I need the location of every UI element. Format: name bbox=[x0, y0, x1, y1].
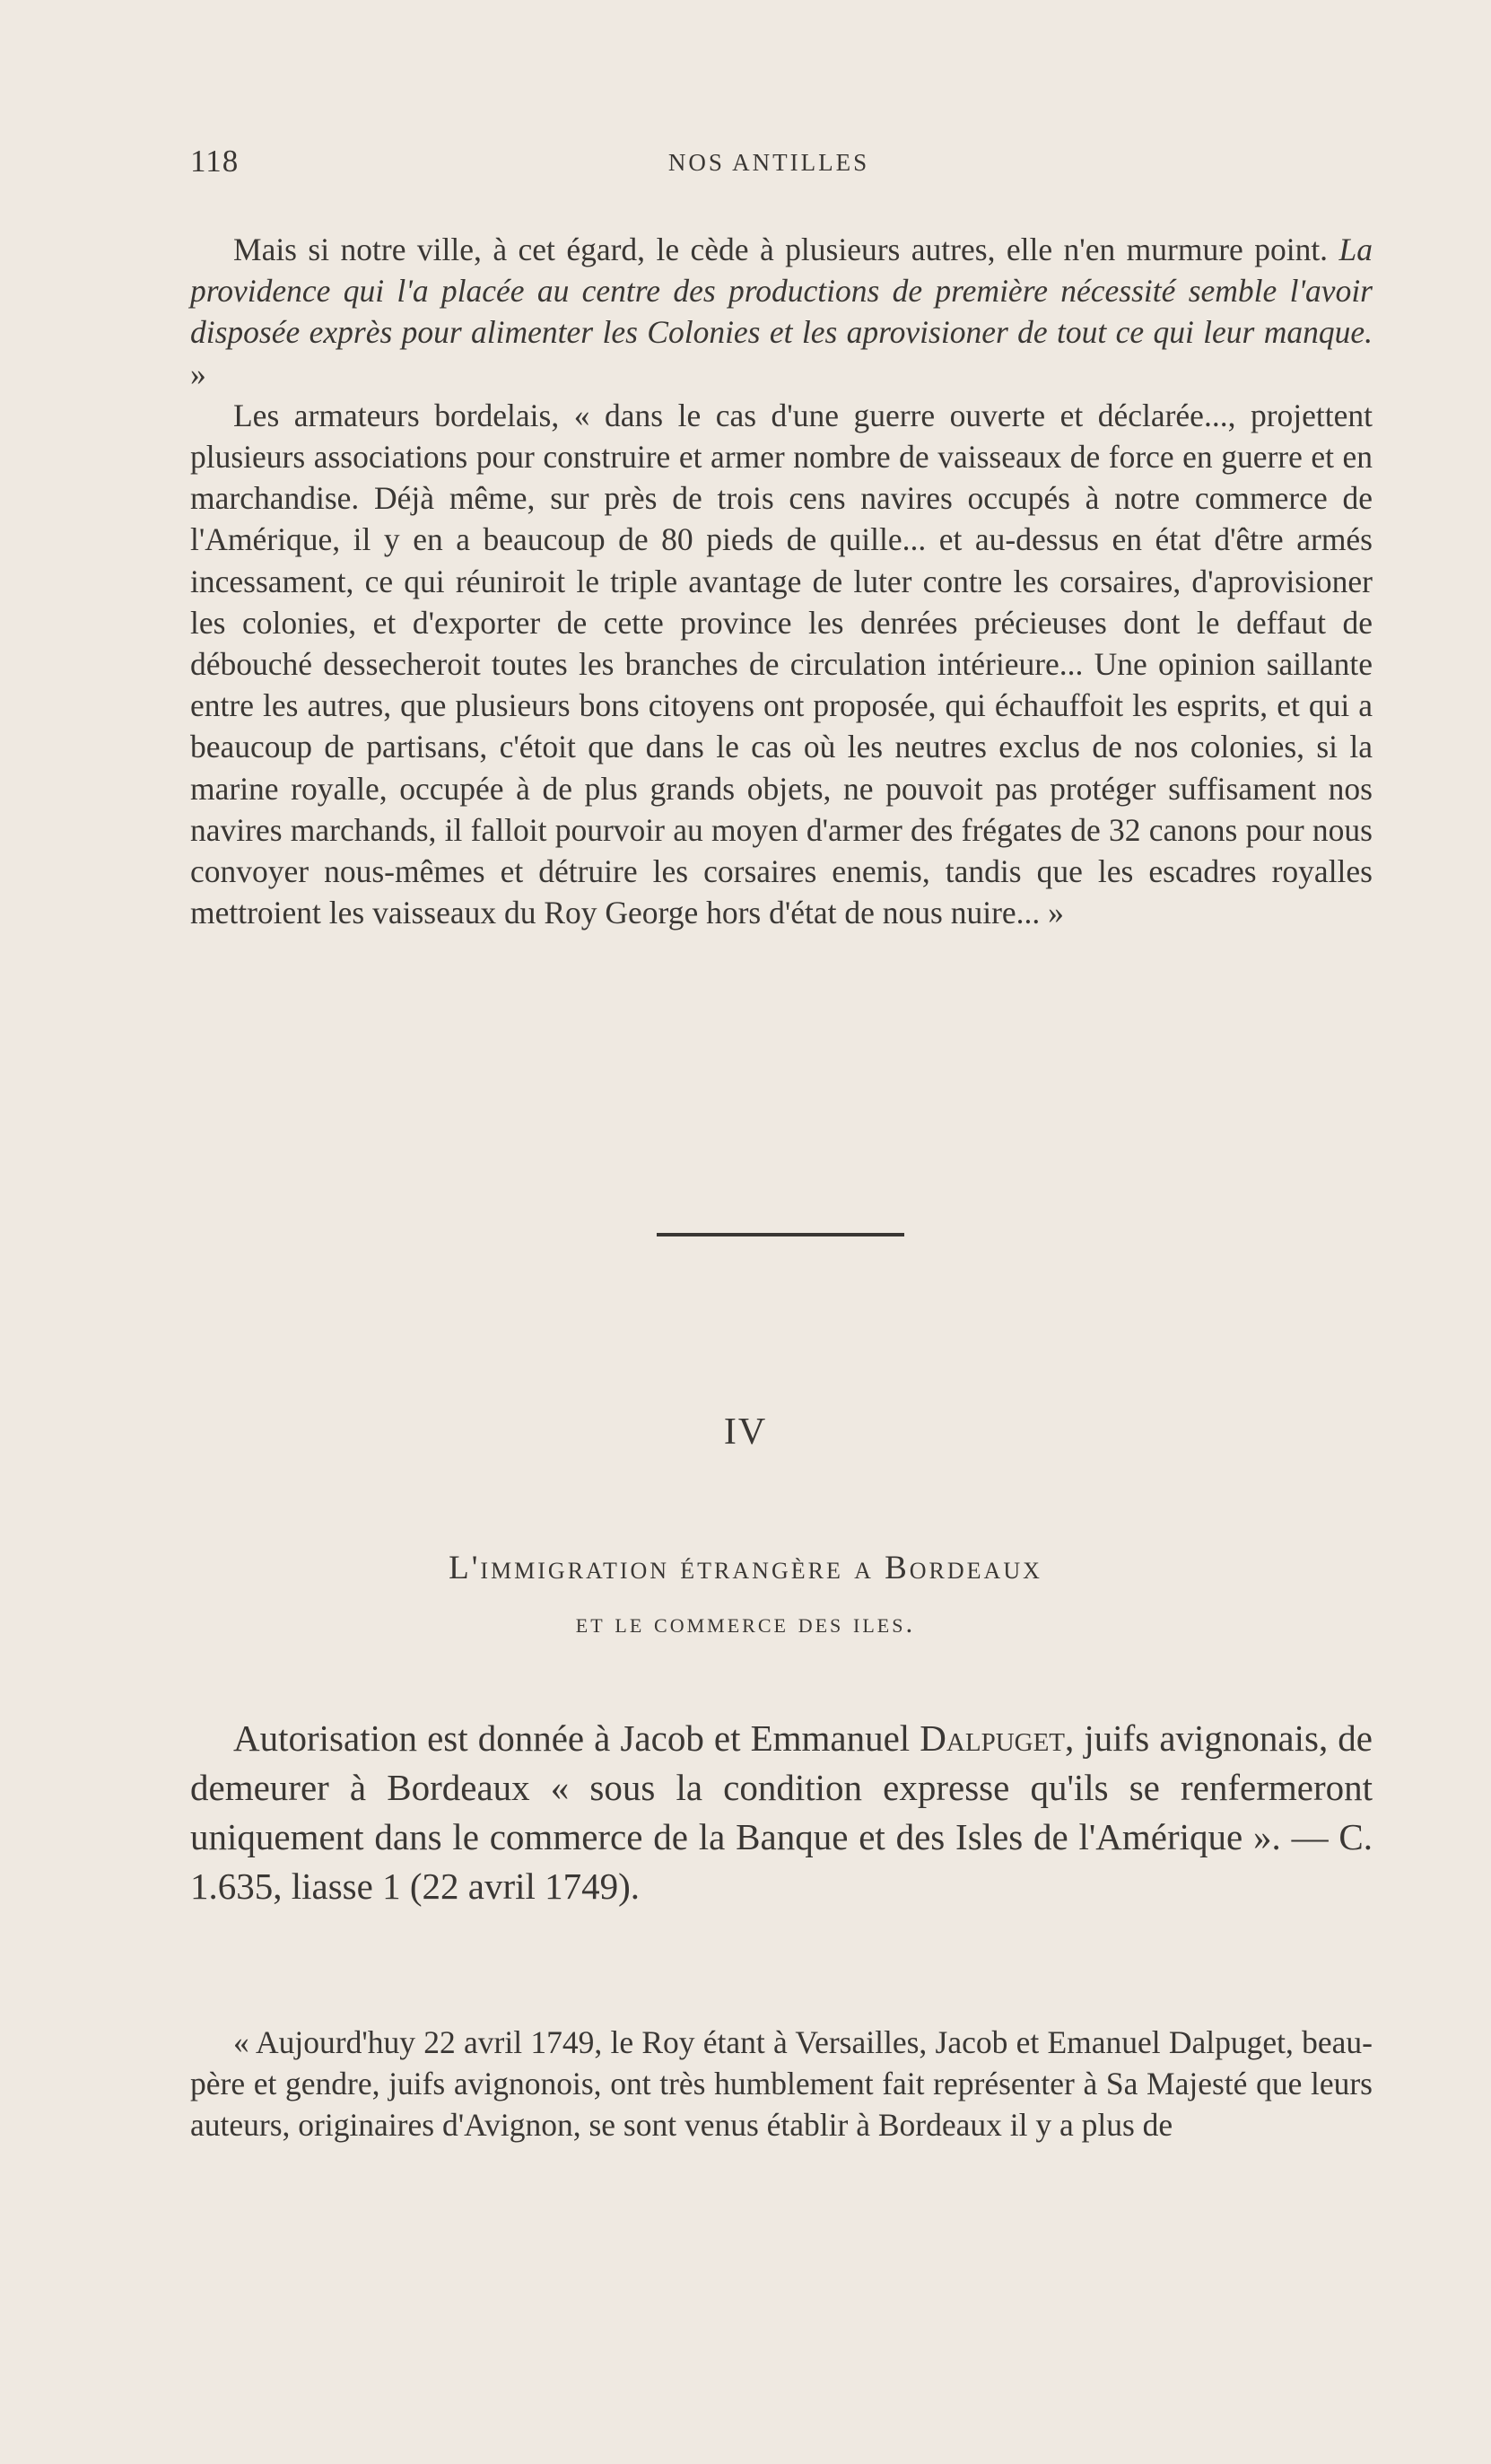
paragraph-providence-intro: Mais si notre ville, à cet égard, le cède à plusieurs autres, elle n'en murmure point. bbox=[233, 232, 1339, 267]
summary-part-1: Autorisation est donnée à Jacob et Emmanuel bbox=[233, 1717, 920, 1759]
summary-paragraph bbox=[190, 1714, 1373, 1911]
chapter-title-line-1: L'immigration étrangère a Bordeaux bbox=[449, 1550, 1042, 1586]
document-summary bbox=[190, 1714, 1373, 1911]
paragraph-providence-italic: La providence qui l'a placée au centre des productions de première nécessité semble l'avoir disposée exprès pour alimenter les Colonies et les aprovisioner de tout ce qui leur manque. bbox=[190, 232, 1373, 351]
page-number: 118 bbox=[190, 144, 240, 179]
document-text bbox=[190, 2022, 1373, 2145]
paragraph-armateurs: Les armateurs bordelais, « dans le cas d'une guerre ouverte et déclarée..., projettent plusieurs associations pour construire et armer nombre de vaisseaux de force en guerre et en marchandise. Déjà même, sur près de trois cens navires occupés à notre commerce de l'Amérique, il y en a beaucoup de 80 pieds de quille... et au-dessus en état d'être armés incessament, ce qui réuniroit le triple avantage de luter contre les corsaires, d'aprovisioner les colonies, et d'exporter de cette province les denrées précieuses dont le deffaut de débouché dessecheroit toutes les branches de circulation intérieure... Une opinion saillante entre les autres, que plusieurs bons citoyens ont proposée, qui échauffoit les esprits, et qui a beaucoup de partisans, c'étoit que dans le cas où les neutres exclus de nos colonies, si la marine royalle, occupée à de plus grands objets, ne pouvoit pas protéger suffisament nos navires marchands, il falloit pourvoir au moyen d'armer des frégates de 32 canons pour nous convoyer nous-mêmes et détruire les corsaires enemis, tandis que les escadres royalles mettroient les vaisseaux du Roy George hors d'état de nous nuire... » bbox=[190, 397, 1373, 931]
quoted-passage bbox=[190, 229, 1373, 933]
running-head bbox=[190, 144, 1373, 179]
chapter-title-line-2: et le commerce des iles. bbox=[575, 1607, 916, 1638]
running-title: NOS ANTILLES bbox=[667, 149, 870, 176]
document-paragraph: « Aujourd'huy 22 avril 1749, le Roy étant à Versailles, Jacob et Emanuel Dalpuget, beau-père et gendre, juifs avignonois, ont très humblement fait représenter à Sa Majesté que leurs auteurs, originaires d'Avignon, se sont venus établir à Bordeaux il y a plus de bbox=[190, 2024, 1373, 2143]
summary-part-2: , juifs avignonais, de demeurer à Bordeaux « sous la condition expresse qu'ils se renfermeront uniquement dans le commerce de la Banque et des Isles de l'Amérique ». — C. 1.635, liasse 1 (22 avril 1749). bbox=[190, 1717, 1373, 1907]
paragraph-providence-close: » bbox=[190, 355, 206, 392]
summary-surname: Dalpuget bbox=[920, 1717, 1066, 1759]
paragraph-providence bbox=[190, 229, 1373, 395]
chapter-number: IV bbox=[723, 1411, 768, 1453]
section-divider bbox=[657, 1233, 904, 1236]
